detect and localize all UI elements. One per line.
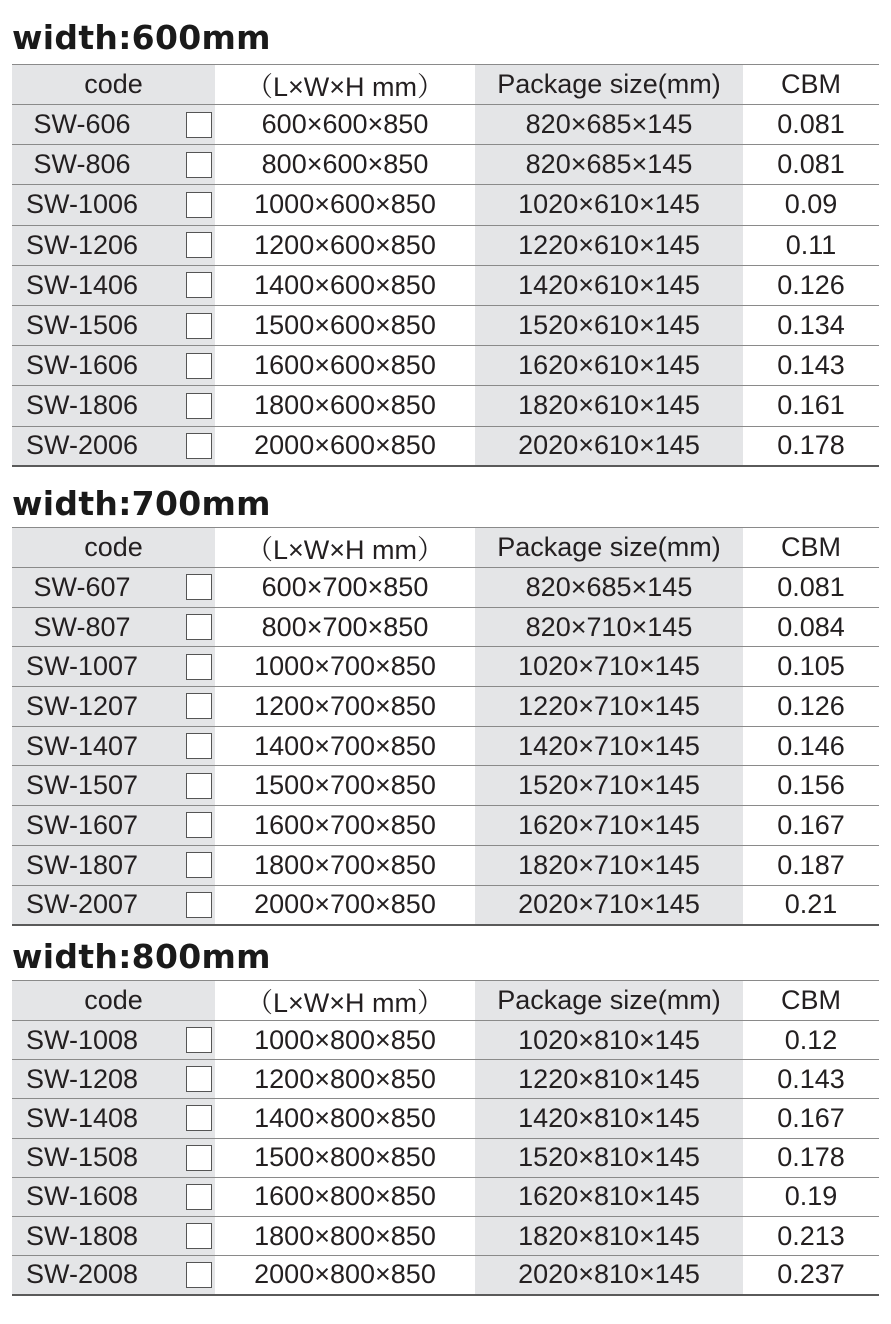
- code-cell: [12, 1138, 215, 1177]
- code-cell-content: [12, 1259, 215, 1290]
- table-row: [12, 386, 879, 426]
- code-cell: [12, 607, 215, 647]
- cbm-cell: 0.19: [743, 1177, 879, 1216]
- code-cell: [12, 105, 215, 145]
- code-cell: [12, 1177, 215, 1216]
- code-cell-content: [12, 350, 215, 381]
- product-code: SW-1006: [25, 189, 139, 220]
- product-code: SW-807: [33, 611, 131, 642]
- table-row: [12, 726, 879, 766]
- table-row: [12, 687, 879, 727]
- table-row: [12, 568, 879, 608]
- dimensions-cell: 600×600×850: [215, 105, 475, 145]
- code-cell: [12, 145, 215, 185]
- dimensions-cell: 1200×700×850: [215, 687, 475, 727]
- header-package-size: Package size(mm): [475, 981, 743, 1021]
- table-row: [12, 225, 879, 265]
- product-code: SW-1208: [25, 1063, 139, 1094]
- code-cell: [12, 687, 215, 727]
- dimensions-cell: 1600×700×850: [215, 806, 475, 846]
- code-cell-content: [12, 230, 215, 261]
- cbm-cell: 0.084: [743, 607, 879, 647]
- table-row: [12, 1099, 879, 1138]
- dimensions-cell: 1800×700×850: [215, 845, 475, 885]
- cbm-cell: 0.11: [743, 225, 879, 265]
- code-cell-content: [12, 850, 215, 881]
- dimensions-cell: 2000×800×850: [215, 1256, 475, 1295]
- checkbox[interactable]: [186, 1223, 212, 1249]
- code-cell: [12, 305, 215, 345]
- cbm-cell: 0.178: [743, 426, 879, 466]
- header-dimensions: （L×W×H mm）: [215, 65, 475, 105]
- cbm-cell: 0.134: [743, 305, 879, 345]
- table-row: [12, 426, 879, 466]
- checkbox[interactable]: [186, 574, 212, 600]
- table-row: [12, 1216, 879, 1255]
- package-size-cell: 1820×710×145: [475, 845, 743, 885]
- product-code: SW-1508: [25, 1142, 139, 1173]
- table-row: [12, 1256, 879, 1295]
- code-cell: [12, 265, 215, 305]
- package-size-cell: 1020×810×145: [475, 1021, 743, 1060]
- dimensions-cell: 1500×600×850: [215, 305, 475, 345]
- package-size-cell: 1420×710×145: [475, 726, 743, 766]
- package-size-cell: 1820×810×145: [475, 1216, 743, 1255]
- code-cell: [12, 1060, 215, 1099]
- code-cell-content: [12, 731, 215, 762]
- checkbox[interactable]: [186, 693, 212, 719]
- table-body-800: [12, 981, 879, 1295]
- cbm-cell: 0.156: [743, 766, 879, 806]
- table-row: [12, 1138, 879, 1177]
- cbm-cell: 0.081: [743, 145, 879, 185]
- code-cell-content: [12, 109, 215, 140]
- cbm-cell: 0.21: [743, 885, 879, 925]
- checkbox[interactable]: [186, 654, 212, 680]
- code-cell: [12, 568, 215, 608]
- package-size-cell: 1220×610×145: [475, 225, 743, 265]
- header-code: code: [12, 65, 215, 105]
- package-size-cell: 1620×810×145: [475, 1177, 743, 1216]
- table-row: [12, 145, 879, 185]
- product-code: SW-1607: [25, 809, 139, 840]
- code-cell-content: [12, 1025, 215, 1056]
- cbm-cell: 0.167: [743, 806, 879, 846]
- package-size-cell: 820×685×145: [475, 145, 743, 185]
- checkbox[interactable]: [186, 313, 212, 339]
- checkbox[interactable]: [186, 152, 212, 178]
- table-row: [12, 105, 879, 145]
- cbm-cell: 0.081: [743, 105, 879, 145]
- checkbox[interactable]: [186, 1184, 212, 1210]
- table-row: [12, 185, 879, 225]
- product-code: SW-2007: [25, 889, 139, 920]
- code-cell: [12, 845, 215, 885]
- header-cbm: CBM: [743, 528, 879, 568]
- dimensions-cell: 1400×800×850: [215, 1099, 475, 1138]
- spec-table-800: [12, 980, 879, 1296]
- package-size-cell: 820×685×145: [475, 568, 743, 608]
- dimensions-cell: 1800×800×850: [215, 1216, 475, 1255]
- dimensions-cell: 1200×600×850: [215, 225, 475, 265]
- checkbox[interactable]: [186, 1105, 212, 1131]
- header-package-size: Package size(mm): [475, 528, 743, 568]
- package-size-cell: 1020×610×145: [475, 185, 743, 225]
- package-size-cell: 1420×810×145: [475, 1099, 743, 1138]
- dimensions-cell: 1000×600×850: [215, 185, 475, 225]
- package-size-cell: 1620×610×145: [475, 346, 743, 386]
- header-row: [12, 981, 879, 1021]
- code-cell-content: [12, 149, 215, 180]
- code-cell-content: [12, 430, 215, 461]
- checkbox[interactable]: [186, 1027, 212, 1053]
- package-size-cell: 1020×710×145: [475, 647, 743, 687]
- cbm-cell: 0.126: [743, 687, 879, 727]
- product-code: SW-1406: [25, 269, 139, 300]
- product-code: SW-2008: [25, 1259, 139, 1290]
- code-cell: [12, 185, 215, 225]
- code-cell-content: [12, 1221, 215, 1252]
- table-row: [12, 346, 879, 386]
- product-code: SW-607: [33, 571, 131, 602]
- cbm-cell: 0.146: [743, 726, 879, 766]
- cbm-cell: 0.237: [743, 1256, 879, 1295]
- product-code: SW-1407: [25, 730, 139, 761]
- package-size-cell: 820×685×145: [475, 105, 743, 145]
- header-cbm: CBM: [743, 981, 879, 1021]
- code-cell-content: [12, 810, 215, 841]
- checkbox[interactable]: [186, 112, 212, 138]
- code-cell-content: [12, 390, 215, 421]
- package-size-cell: 820×710×145: [475, 607, 743, 647]
- product-code: SW-1807: [25, 849, 139, 880]
- code-cell: [12, 885, 215, 925]
- code-cell-content: [12, 572, 215, 603]
- product-code: SW-1007: [25, 651, 139, 682]
- code-cell-content: [12, 770, 215, 801]
- code-cell: [12, 426, 215, 466]
- table-row: [12, 885, 879, 925]
- package-size-cell: 1520×710×145: [475, 766, 743, 806]
- table-row: [12, 766, 879, 806]
- checkbox[interactable]: [186, 733, 212, 759]
- package-size-cell: 1220×710×145: [475, 687, 743, 727]
- product-code: SW-1506: [25, 310, 139, 341]
- code-cell-content: [12, 270, 215, 301]
- cbm-cell: 0.126: [743, 265, 879, 305]
- checkbox[interactable]: [186, 232, 212, 258]
- dimensions-cell: 800×600×850: [215, 145, 475, 185]
- code-cell-content: [12, 889, 215, 920]
- checkbox[interactable]: [186, 614, 212, 640]
- code-cell-content: [12, 691, 215, 722]
- package-size-cell: 1520×810×145: [475, 1138, 743, 1177]
- cbm-cell: 0.187: [743, 845, 879, 885]
- header-cbm: CBM: [743, 65, 879, 105]
- code-cell: [12, 1216, 215, 1255]
- dimensions-cell: 2000×700×850: [215, 885, 475, 925]
- checkbox[interactable]: [186, 192, 212, 218]
- header-dimensions: （L×W×H mm）: [215, 981, 475, 1021]
- cbm-cell: 0.105: [743, 647, 879, 687]
- code-cell-content: [12, 1142, 215, 1173]
- dimensions-cell: 1200×800×850: [215, 1060, 475, 1099]
- section-title-600: width:600mm: [12, 18, 271, 57]
- code-cell: [12, 386, 215, 426]
- dimensions-cell: 800×700×850: [215, 607, 475, 647]
- cbm-cell: 0.081: [743, 568, 879, 608]
- cbm-cell: 0.143: [743, 346, 879, 386]
- product-code: SW-1507: [25, 770, 139, 801]
- header-row: [12, 528, 879, 568]
- dimensions-cell: 1000×700×850: [215, 647, 475, 687]
- code-cell-content: [12, 1103, 215, 1134]
- dimensions-cell: 2000×600×850: [215, 426, 475, 466]
- product-code: SW-1008: [25, 1024, 139, 1055]
- package-size-cell: 2020×710×145: [475, 885, 743, 925]
- table-row: [12, 607, 879, 647]
- package-size-cell: 1820×610×145: [475, 386, 743, 426]
- product-code: SW-1206: [25, 229, 139, 260]
- spec-table-700: [12, 527, 879, 926]
- checkbox[interactable]: [186, 852, 212, 878]
- dimensions-cell: 1600×600×850: [215, 346, 475, 386]
- dimensions-cell: 1000×800×850: [215, 1021, 475, 1060]
- code-cell-content: [12, 1064, 215, 1095]
- dimensions-cell: 1400×600×850: [215, 265, 475, 305]
- table-row: [12, 1177, 879, 1216]
- table-row: [12, 1021, 879, 1060]
- table-body-700: [12, 528, 879, 925]
- table-row: [12, 305, 879, 345]
- table-body-600: [12, 65, 879, 467]
- cbm-cell: 0.143: [743, 1060, 879, 1099]
- checkbox[interactable]: [186, 1262, 212, 1288]
- code-cell: [12, 766, 215, 806]
- package-size-cell: 2020×810×145: [475, 1256, 743, 1295]
- header-dimensions: （L×W×H mm）: [215, 528, 475, 568]
- code-cell-content: [12, 651, 215, 682]
- checkbox[interactable]: [186, 1145, 212, 1171]
- section-title-800: width:800mm: [12, 937, 271, 976]
- dimensions-cell: 1400×700×850: [215, 726, 475, 766]
- code-cell: [12, 726, 215, 766]
- package-size-cell: 1220×810×145: [475, 1060, 743, 1099]
- checkbox[interactable]: [186, 1066, 212, 1092]
- checkbox[interactable]: [186, 433, 212, 459]
- section-title-700: width:700mm: [12, 484, 271, 523]
- spec-table-600: [12, 64, 879, 467]
- code-cell-content: [12, 189, 215, 220]
- checkbox[interactable]: [186, 353, 212, 379]
- dimensions-cell: 1600×800×850: [215, 1177, 475, 1216]
- code-cell: [12, 225, 215, 265]
- cbm-cell: 0.161: [743, 386, 879, 426]
- table-row: [12, 1060, 879, 1099]
- cbm-cell: 0.178: [743, 1138, 879, 1177]
- product-code: SW-606: [33, 109, 131, 140]
- code-cell-content: [12, 612, 215, 643]
- dimensions-cell: 1500×800×850: [215, 1138, 475, 1177]
- code-cell: [12, 806, 215, 846]
- cbm-cell: 0.167: [743, 1099, 879, 1138]
- checkbox[interactable]: [186, 812, 212, 838]
- product-code: SW-1806: [25, 390, 139, 421]
- product-code: SW-2006: [25, 430, 139, 461]
- cbm-cell: 0.12: [743, 1021, 879, 1060]
- product-code: SW-1207: [25, 690, 139, 721]
- product-code: SW-1608: [25, 1181, 139, 1212]
- code-cell: [12, 1021, 215, 1060]
- checkbox[interactable]: [186, 773, 212, 799]
- header-package-size: Package size(mm): [475, 65, 743, 105]
- cbm-cell: 0.09: [743, 185, 879, 225]
- checkbox[interactable]: [186, 272, 212, 298]
- code-cell-content: [12, 1181, 215, 1212]
- header-row: [12, 65, 879, 105]
- product-code: SW-806: [33, 149, 131, 180]
- product-code: SW-1606: [25, 350, 139, 381]
- table-row: [12, 265, 879, 305]
- table-row: [12, 806, 879, 846]
- code-cell: [12, 346, 215, 386]
- package-size-cell: 2020×610×145: [475, 426, 743, 466]
- table-row: [12, 647, 879, 687]
- product-code: SW-1408: [25, 1102, 139, 1133]
- cbm-cell: 0.213: [743, 1216, 879, 1255]
- dimensions-cell: 1500×700×850: [215, 766, 475, 806]
- package-size-cell: 1420×610×145: [475, 265, 743, 305]
- checkbox[interactable]: [186, 892, 212, 918]
- package-size-cell: 1520×610×145: [475, 305, 743, 345]
- checkbox[interactable]: [186, 393, 212, 419]
- dimensions-cell: 600×700×850: [215, 568, 475, 608]
- header-code: code: [12, 981, 215, 1021]
- code-cell: [12, 1099, 215, 1138]
- code-cell: [12, 647, 215, 687]
- table-row: [12, 845, 879, 885]
- code-cell-content: [12, 310, 215, 341]
- package-size-cell: 1620×710×145: [475, 806, 743, 846]
- dimensions-cell: 1800×600×850: [215, 386, 475, 426]
- product-code: SW-1808: [25, 1220, 139, 1251]
- code-cell: [12, 1256, 215, 1295]
- header-code: code: [12, 528, 215, 568]
